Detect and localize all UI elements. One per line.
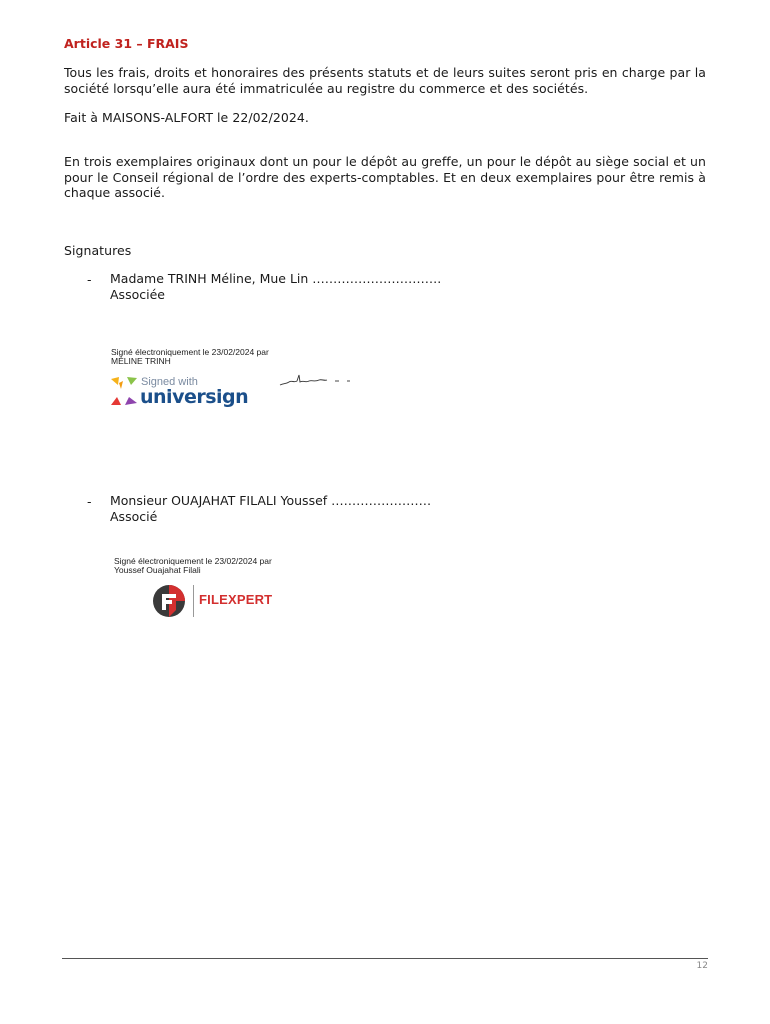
signatory-role-trinh: Associée <box>110 287 165 302</box>
signatory-name-ouajahat: Monsieur OUAJAHAT FILALI Youssef …………………… <box>110 493 432 508</box>
filexpert-logo <box>150 581 275 621</box>
stamp-text-line-1: Signé électroniquement le 23/02/2024 par <box>114 556 272 566</box>
signatory-role-ouajahat: Associé <box>110 509 158 524</box>
e-signature-stamp-ouajahat <box>114 557 272 574</box>
filexpert-mark-icon <box>150 582 188 620</box>
article-heading: Article 31 – FRAIS <box>64 36 189 51</box>
signatory-name-trinh: Madame TRINH Méline, Mue Lin …………………………. <box>110 271 442 286</box>
signatory-bullet: - <box>87 272 92 287</box>
universign-logo <box>109 375 254 411</box>
filexpert-wordmark: FILEXPERT <box>199 592 273 607</box>
article-paragraph-copies: En trois exemplaires originaux dont un pour le dépôt au greffe, un pour le dépôt au siège social et un pour le Conseil régional de l’ordre des experts-comptables. Et en deux exemplaires pour être remis à chaque associé. <box>64 154 706 200</box>
footer-rule <box>62 958 708 959</box>
signatures-title: Signatures <box>64 243 132 258</box>
page-number: 12 <box>696 961 708 971</box>
universign-mark-icon <box>109 375 141 409</box>
signing-place-date: Fait à MAISONS-ALFORT le 22/02/2024. <box>64 110 309 125</box>
e-signature-stamp-trinh <box>111 348 269 365</box>
universign-signed-with: Signed with <box>141 376 198 388</box>
stamp-text-line-2: Youssef Ouajahat Filali <box>114 564 201 575</box>
universign-wordmark: universign <box>140 386 249 408</box>
handwritten-signature-trinh <box>278 372 354 388</box>
article-paragraph-costs: Tous les frais, droits et honoraires des présents statuts et de leurs suites seront pris en charge par la société lorsqu’elle aura été immatriculée au registre du commerce et des sociétés. <box>64 65 706 96</box>
logo-divider <box>193 585 194 617</box>
stamp-text-line-1: Signé électroniquement le 23/02/2024 par <box>111 347 269 357</box>
stamp-text-line-2: MÉLINE TRINH <box>111 355 171 366</box>
signatory-bullet: - <box>87 494 92 509</box>
